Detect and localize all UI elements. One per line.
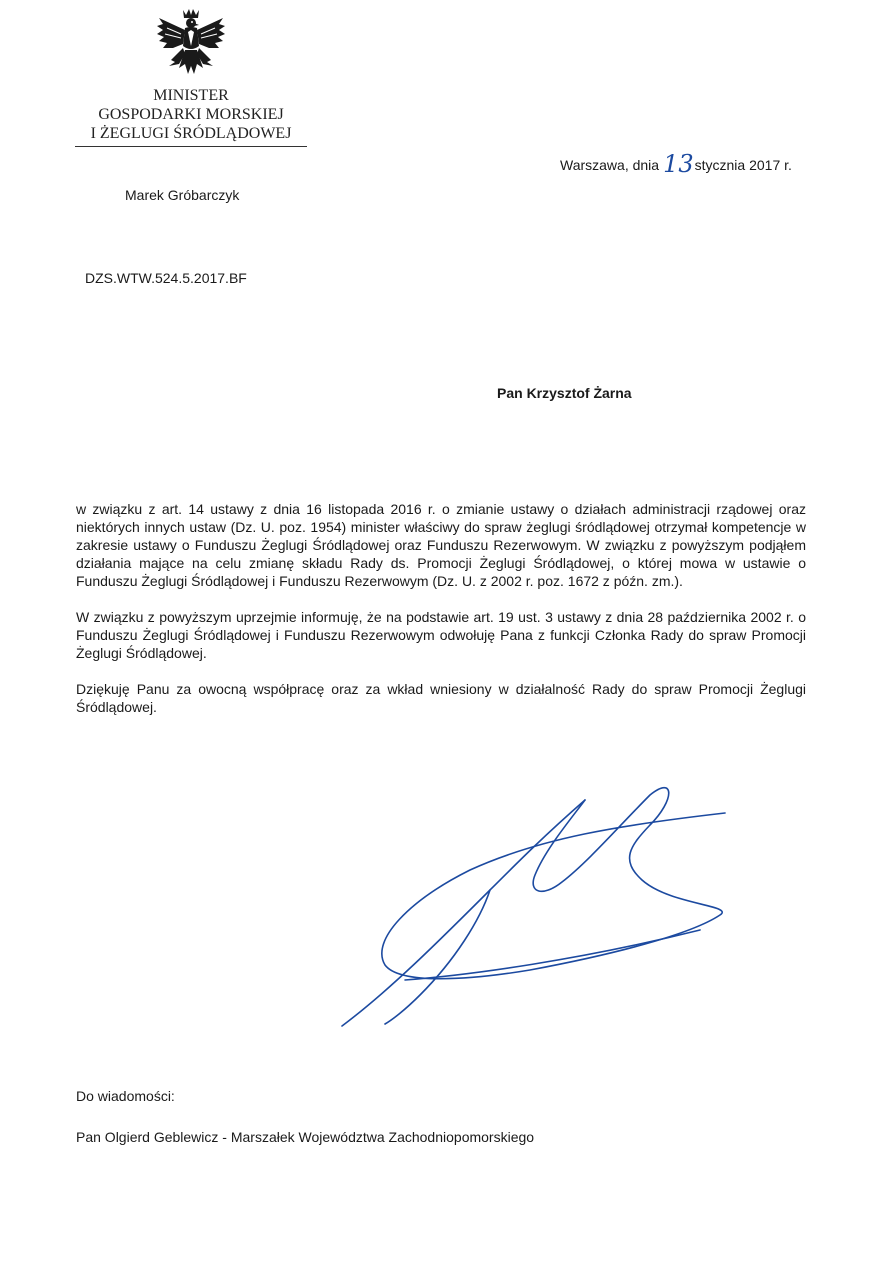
letter-body [76,500,806,734]
ministry-line3: I ŻEGLUGI ŚRÓDLĄDOWEJ [90,125,292,142]
ministry-underline [75,146,307,147]
body-paragraph-1: w związku z art. 14 ustawy z dnia 16 listopada 2016 r. o zmianie ustawy o działach administracji rządowej oraz niektórych innych ustaw (Dz. U. poz. 1954) minister właściwy do spraw żeglugi śródlądowej otrzymał kompetencje w zakresie ustawy o Funduszu Żeglugi Śródlądowej oraz Funduszu Rezerwowym. W związku z powyższym podjąłem działania mające na celu zmianę składu Rady ds. Promocji Żeglugi Śródlądowej, o której mowa w ustawie o Funduszu Żeglugi Śródlądowej i Funduszu Rezerwowym (Dz. U. z 2002 r. poz. 1672 z późn. zm.). [76,501,806,589]
body-paragraph-3: Dziękuję Panu za owocną współpracę oraz za wkład wniesiony w działalność Rady do spraw Promocji Żeglugi Śródlądowej. [76,681,806,715]
place-date [560,148,792,176]
eagle-emblem-icon [155,6,227,82]
ministry-line2: GOSPODARKI MORSKIEJ [98,106,284,123]
body-paragraph-2: W związku z powyższym uprzejmie informuję, że na podstawie art. 19 ust. 3 ustawy z dnia 28 października 2002 r. o Funduszu Żeglugi Śródlądowej i Funduszu Rezerwowym odwołuję Pana z funkcji Członka Rady do spraw Promocji Żeglugi Śródlądowej. [76,609,806,661]
date-prefix: Warszawa, dnia [560,157,660,173]
ministry-line1: MINISTER [153,87,229,104]
ministry-header [75,86,307,147]
signature-image [330,780,730,1040]
date-day-handwritten: 13 [663,150,694,178]
sender-name: Marek Gróbarczyk [125,187,240,203]
cc-label: Do wiadomości: [76,1088,175,1104]
addressee: Pan Krzysztof Żarna [497,385,632,401]
cc-recipient: Pan Olgierd Geblewicz - Marszałek Województwa Zachodniopomorskiego [76,1129,535,1145]
date-suffix: stycznia 2017 r. [694,157,792,173]
reference-number: DZS.WTW.524.5.2017.BF [85,270,247,286]
